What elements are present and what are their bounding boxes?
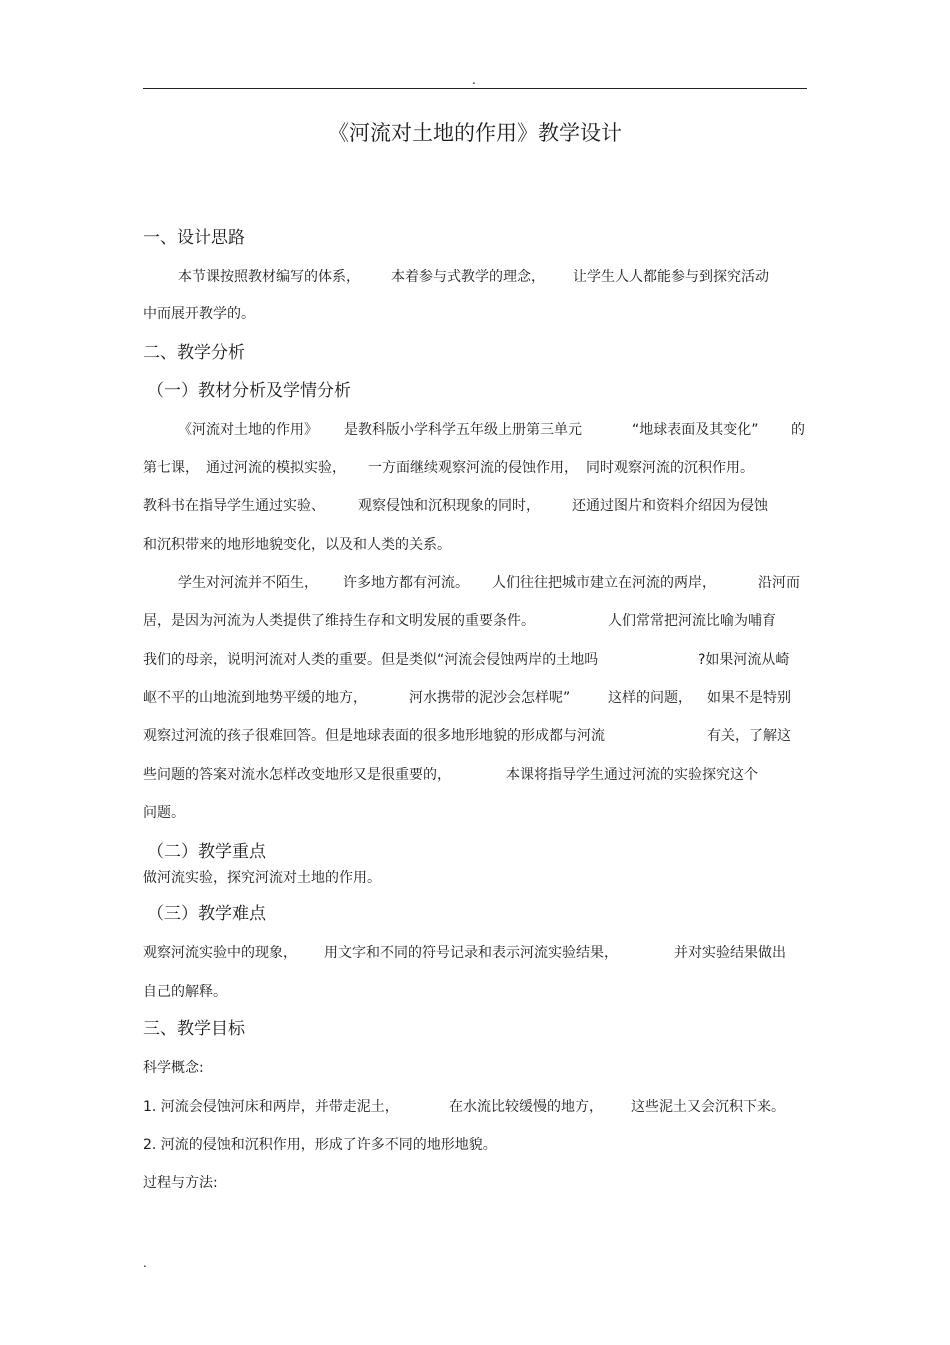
subsection-heading-material-analysis: （一）教材分析及学情分析	[147, 381, 351, 401]
text-segment: 居，是因为河流为人类提供了维持生存和文明发展的重要条件。	[143, 613, 535, 629]
text-segment: 一方面继续观察河流的侵蚀作用，	[368, 460, 578, 476]
section-heading-teaching-analysis: 二、教学分析	[143, 343, 245, 363]
text-segment: 这些泥土又会沉积下来。	[631, 1099, 785, 1115]
text-segment: 有关，了解这	[707, 728, 791, 744]
text-segment: 河水携带的泥沙会怎样呢”	[409, 690, 571, 706]
process-label: 过程与方法:	[143, 1175, 218, 1191]
text-segment: 还通过图片和资料介绍因为侵蚀	[572, 498, 768, 514]
footer-mark: .	[143, 1256, 147, 1270]
text-segment: 是教科版小学科学五年级上册第三单元	[344, 422, 582, 438]
text-segment: 观察过河流的孩子很难回答。但是地球表面的很多地形地貌的形成都与河流	[143, 728, 605, 744]
text-segment: 用文字和不同的符号记录和表示河流实验结果，	[324, 945, 618, 961]
paragraph-line	[143, 983, 227, 1001]
text-segment: ?如果河流从崎	[698, 652, 790, 668]
paragraph-line	[143, 689, 791, 707]
text-segment: 岖不平的山地流到地势平缓的地方，	[143, 690, 367, 706]
text-segment: 这样的问题，	[608, 690, 692, 706]
list-item	[143, 1136, 497, 1154]
text-segment: 本着参与式教学的理念，	[391, 269, 545, 285]
text-segment: 本节课按照教材编写的体系，	[178, 269, 360, 285]
key-points-text: 做河流实验，探究河流对土地的作用。	[143, 870, 381, 886]
text-segment: 观察侵蚀和沉积现象的同时，	[358, 498, 540, 514]
paragraph-line	[143, 536, 451, 554]
text-segment: 《河流对土地的作用》	[178, 422, 318, 438]
text-segment: 同时观察河流的沉积作用。	[586, 460, 754, 476]
paragraph-line	[143, 459, 754, 477]
text-segment: 并对实验结果做出	[674, 945, 786, 961]
text-segment: 如果不是特别	[707, 690, 791, 706]
text-segment: 的	[791, 422, 805, 438]
subsection-heading-key-points: （二）教学重点	[147, 842, 266, 862]
text-segment: 我们的母亲，说明河流对人类的重要。但是类似“河流会侵蚀两岸的土地吗	[143, 652, 599, 668]
text-segment: 本课将指导学生通过河流的实验探究这个	[506, 767, 758, 783]
section-heading-teaching-goals: 三、教学目标	[143, 1019, 245, 1039]
paragraph-line	[178, 421, 805, 439]
paragraph-line	[143, 651, 790, 669]
text-segment: 教科书在指导学生通过实验、	[143, 498, 325, 514]
text-segment: 让学生人人都能参与到探究活动	[573, 269, 769, 285]
text-segment: 人们常常把河流比喻为哺育	[608, 613, 776, 629]
paragraph-line	[143, 727, 791, 745]
text-segment: 自己的解释。	[143, 984, 227, 1000]
text-segment: “地球表面及其变化”	[632, 422, 759, 438]
paragraph-line	[143, 612, 776, 630]
concept-label: 科学概念:	[143, 1060, 204, 1076]
document-title: 《河流对土地的作用》教学设计	[328, 121, 622, 145]
paragraph-line	[143, 305, 255, 323]
text-segment: 1. 河流会侵蚀河床和两岸，并带走泥土，	[143, 1099, 399, 1115]
paragraph-line	[178, 268, 769, 286]
header-rule	[143, 88, 807, 89]
list-item	[143, 1098, 785, 1116]
paragraph-line	[143, 766, 758, 784]
text-segment: 2. 河流的侵蚀和沉积作用，形成了许多不同的地形地貌。	[143, 1137, 497, 1153]
text-segment: 沿河而	[758, 575, 800, 591]
subsection-heading-difficulties: （三）教学难点	[147, 904, 266, 924]
text-segment: 学生对河流并不陌生，	[178, 575, 318, 591]
header-mark: .	[472, 73, 476, 87]
text-segment: 中而展开教学的。	[143, 306, 255, 322]
paragraph-line	[143, 944, 786, 962]
text-segment: 和沉积带来的地形地貌变化，以及和人类的关系。	[143, 537, 451, 553]
text-segment: 第七课，	[143, 460, 199, 476]
paragraph-line	[143, 497, 768, 515]
text-segment: 人们往往把城市建立在河流的两岸，	[492, 575, 716, 591]
text-segment: 问题。	[143, 805, 185, 821]
paragraph-line	[143, 804, 185, 822]
text-segment: 在水流比较缓慢的地方，	[449, 1099, 603, 1115]
paragraph-line	[178, 574, 800, 592]
section-heading-design-ideas: 一、设计思路	[143, 228, 245, 248]
text-segment: 观察河流实验中的现象，	[143, 945, 297, 961]
text-segment: 许多地方都有河流。	[343, 575, 469, 591]
text-segment: 通过河流的模拟实验，	[206, 460, 346, 476]
text-segment: 些问题的答案对流水怎样改变地形又是很重要的，	[143, 767, 451, 783]
